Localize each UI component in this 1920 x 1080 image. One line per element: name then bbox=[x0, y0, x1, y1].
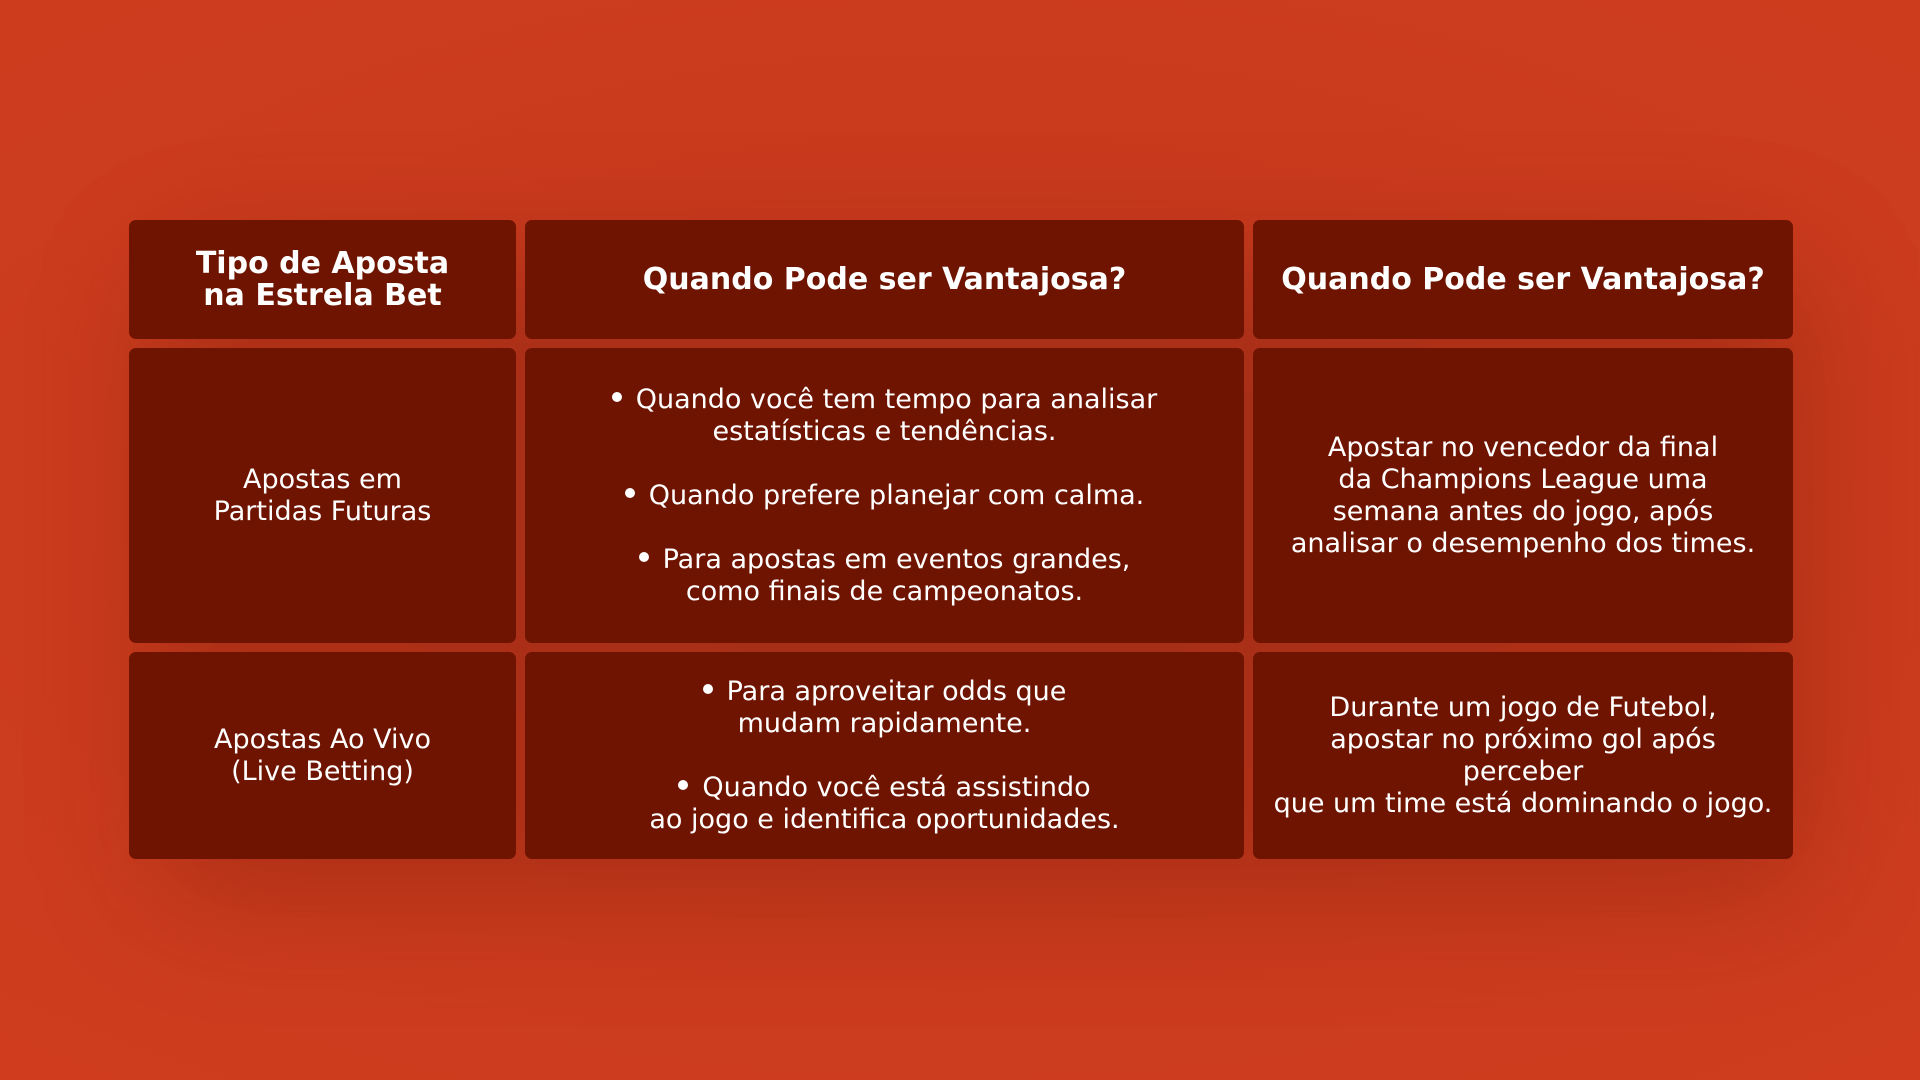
bullet-dot-icon bbox=[612, 392, 622, 402]
header-when-advantageous: Quando Pode ser Vantajosa? bbox=[525, 220, 1244, 339]
row-1-bullet-1 bbox=[612, 384, 1157, 448]
row-1-bet-type: Apostas em Partidas Futuras bbox=[129, 348, 516, 643]
row-2-bullet-2 bbox=[649, 772, 1119, 836]
row-2-bullet-2-text: Quando você está assistindo ao jogo e identifica oportunidades. bbox=[649, 771, 1120, 835]
row-2-example: Durante um jogo de Futebol, apostar no próximo gol após perceber que um time está dominando o jogo. bbox=[1253, 652, 1793, 859]
row-1-bullet-1-text: Quando você tem tempo para analisar estatísticas e tendências. bbox=[635, 383, 1158, 447]
row-2-bullet-list bbox=[649, 676, 1119, 836]
bullet-dot-icon bbox=[703, 684, 713, 694]
header-example: Quando Pode ser Vantajosa? bbox=[1253, 220, 1793, 339]
row-1-when-cell bbox=[525, 348, 1244, 643]
bullet-dot-icon bbox=[639, 552, 649, 562]
row-1-bullet-list bbox=[612, 384, 1157, 608]
row-2-bullet-1 bbox=[703, 676, 1067, 740]
row-1-bullet-2 bbox=[625, 480, 1145, 512]
header-bet-type: Tipo de Aposta na Estrela Bet bbox=[129, 220, 516, 339]
row-1-bullet-3-text: Para apostas em eventos grandes, como finais de campeonatos. bbox=[662, 543, 1131, 607]
row-1-example: Apostar no vencedor da final da Champions League uma semana antes do jogo, após analisar o desempenho dos times. bbox=[1253, 348, 1793, 643]
row-2-bet-type: Apostas Ao Vivo (Live Betting) bbox=[129, 652, 516, 859]
bullet-dot-icon bbox=[625, 488, 635, 498]
row-1-bullet-2-text: Quando prefere planejar com calma. bbox=[648, 479, 1145, 511]
comparison-table bbox=[129, 220, 1793, 859]
row-2-bullet-1-text: Para aproveitar odds que mudam rapidamente. bbox=[726, 675, 1067, 739]
row-2-when-cell bbox=[525, 652, 1244, 859]
row-1-bullet-3 bbox=[639, 544, 1131, 608]
bullet-dot-icon bbox=[678, 780, 688, 790]
